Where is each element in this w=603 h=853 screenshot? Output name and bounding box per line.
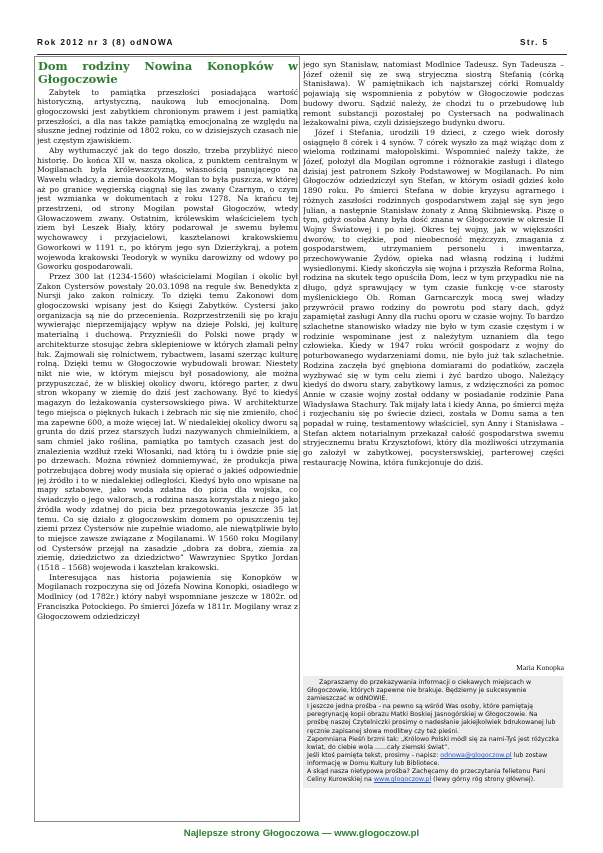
page-footer: Najlepsze strony Głogoczowa — www.glogoczow.pl [183, 828, 420, 839]
article-left-column [37, 60, 298, 817]
article-paragraph: jego syn Stanisław, natomiast Modlnice Tadeusz. Syn Tadeusza – Józef ożenił się ze swą stryjeczna siostrą Stefanią (córką Stanisława). W pamiętnikach ich najstarszej córki Romualdy pojawiają się wspomnienia z pobytów w Głogoczowie podczas budowy dworu. Sądzić należy, że chodzi tu o przebudowę lub remont substancji pozostałej po Cystersach na podwalinach leżakowalni piwa, czyli dzisiejszego budynku dworu. [303, 60, 564, 128]
article-paragraph: Interesująca nas historia pojawienia się Konopków w Mogilanach rozpoczyna się od Józefa Nowina Konopki, osiadłego w Modlnicy (od 1782r.) który nabył wspomniane jeszcze w 1802r. od Franciszka Potockiego. Po śmierci Józefa w 1811r. Mogilany wraz z Głogoczowem odziedziczył [37, 572, 298, 621]
info-box [303, 676, 563, 788]
article-paragraph: Józef i Stefania, urodzili 19 dzieci, z czego wiek dorosły osiągnęło 8 córek i 4 synów. 7 córek wyszło za mąż wiążąc dom z wieloma rodzinami małopolskimi. Wspomnieć należy także, że Józef, położył dla Mogilan ogromne i różnorakie zasługi i dlatego dzisiaj jest patronem Szkoły Podstawowej w Mogilanach. Po nim Głogoczów odziedziczył syn Stefan, w którym osiadł gdzieś koło 1890 roku. Po śmierci Stefana w dobie kryzysu agrarnego i różnych zaszłości rodzinnych gospodarstwem zajął się syn jego Julian, a następnie Stanisław żonaty z Anną Skibniewską. Piszę o tym, gdyż osoba Anny była dość znana w Głogoczowie w okresie II Wojny Światowej i po niej. Okres tej wojny, jak w większości dworów, to ciężkie, pod nieobecność mężczyzn, zmagania z gospodarstwem, utrzymaniem personelu i inwentarza, przechowywanie Żydów, opieka nad własną rodziną i ludźmi wysiedlonymi. Kiedy skończyła się wojna i przyszła Reforma Rolna, rodzina na skutek tego opuściła Dom, lecz w tym przypadku nie na długo, gdyż sprawujący w tym czasie funkcję v-ce starosty myślenickiego Ob. Roman Garncarczyk mocą swej władzy przywrócił prawo rodziny do powrotu pod stary dach, gdyż zapamiętał zasługi Anny dla ruchu oporu w czasie wojny. To bardzo szlachetne stanowisko władzy nie było w tym czasie częstym i w rodzinie wspominane jest z należytym uznaniem dla tego człowieka. Kiedy w 1947 roku wrócił gospodarz z wojny do poturbowanego wydarzeniami domu, nie było już tak szlachetnie. Rodzina zaczęła być gnębiona domiarami do podatków, zaczęła wyzbywać się w tym celu ziemi i żyć bardzo ubogo. Należący kiedyś do dworu stary, zabytkowy lamus, z wdzięczności za pomoc Annie w czasie wojny został oddany w posiadanie rodzinie Pana Władysława Stachury. Tak mijały lata i kiedy Anna, po śmierci męża i rozjechaniu się po świecie dzieci, została w Domu sama a ten popadał w ruinę, testamentowy właściciel, syn Anny i Stanisława – Stefan aktem notarialnym przekazał całość gospodarstwa swemu stryjecznemu bratu Krzysztofowi, który dla możliwości utrzymania go założył w zabytkowej, pocysterswskiej, parterowej części restaurację Nowina, która funkcjonuje do dziś. [303, 127, 564, 467]
info-text: Jeśli ktoś pamięta tekst, prosimy - napisz: [307, 751, 441, 759]
article-title: Dom rodziny Nowina Konopków w Głogoczowie [38, 60, 298, 86]
info-text: A skąd nasza nietypowa prośba? Zachęcamy do przeczytania felietonu Pani Celiny Kurowskiej na [307, 768, 546, 784]
header-divider [37, 54, 567, 55]
article-paragraph: Przez 300 lat (1234-1560) właścicielami Mogilan i okolic był Zakon Cystersów powstały 20.03.1098 na regule św. Benedykta z Nursji jako zakon rolniczy. To dzięki temu Zakonowi dom głogoczowski wpisany jest do Księgi Zabytków. Cystersi jako organizacja są nie do przecenienia. Rozprzestrzenili się po kraju wywierając nieprzemijający wpływ na dzieje Polski, jej kulturę materialną i duchową. Przyznieśli do Polski nowe prądy w architekturze stosując żebra sklepieniowe w których złamali pełny łuk. Zajmowali się rolnictwem, rybactwem, lasami szerząc kulturę rolną. Dzięki temu w Głogoczowie wybudowali browar. Niestety nikt nie wie, w którym miejscu był posadowiony, ale można przypuszczać, że w bliskiej okolicy dworu, którego parter, z dwu stron wkopany w ziemię do dziś jest zachowany. Być to kiedyś magazyn do leżakowania cystersowskiego piwa. W architekturze tego miejsca o pięknych łukach i żebrach nic się nie zmieniło, choć ma zapewne 600, a może więcej lat. W niedalekiej okolicy dworu są grunta do dziś przez starszych ludzi nazywanych chmielnikiem, a sam chmiel jako roślina, pamiątka po tamtych czasach jest do znalezienia wzdłuż rzeki Włosanki, nad którą tu i ówdzie pnie się po drzewach. Można również domniemywać, że produkcja piwa potrzebująca dobrej wody musiała się opierać o jakieś odpowiednie jej źródło i to w niedalekiej odległości. Kiedyś było ono wpisane na mapy sztabowe, jako woda zdatna do picia dla wojska, co świadczyło o jego walorach, a rodzina nasza korzystała z niego jako źródła wody zdatnej do picia bez przegotowania jeszcze 35 lat temu. Co się działo z głogoczowskim domem po opuszczeniu tej ziemi przez Cystersów nie zupełnie wiadomo, ale niewątpliwie było to miejsce zawsze związane z Mogilanami. W 1560 roku Mogilany od Cystersów przejął na zasadzie „dobra za dobra, ziemia za ziemię, dziedzictwo za dziedzictwo” Wawrzyniec Spytko Jordan (1518 – 1568) wojewoda i kasztelan krakowski. [37, 271, 298, 573]
article-paragraph: Zabytek to pamiątka przeszłości posiadająca wartość historyczną, artystyczną, naukową lub emocjonalną. Dom głogoczowski jest zabytkiem chronionym prawem i jest pamiątką przeszłości, a dla nas także pamiątką emocjonalną ze względu na słuszne jednej rodzinie od 1802 roku, co w dzisiejszych czasach nie jest częstym zjawiskiem. [37, 87, 298, 146]
page-number: Str. 5 [520, 38, 549, 47]
info-text: (lewy górny róg strony głównej). [431, 776, 536, 784]
info-paragraph: I jeszcze jedna prośba - na pewno są wśród Was osoby, które pamiętają peregrynację kopii obrazu Matki Boskiej Jasnogórskiej w Głogoczowie. Na prośbę naszej Czytelniczki prosimy o nadesłanie jakiejkolwiek bdrukowanej lub ręcznie zapisanej słowa modlitwy czy też pieśni. [307, 703, 556, 735]
author-signature: Maria Konopka [516, 663, 564, 672]
info-paragraph: Zapomniana Pieśń brzmi tak: „Królowo Polski módl się za nami-Tyś jest różyczka kwiat, do ciebie wola ......cały ziemski świat”. [307, 735, 559, 751]
article-right-column [303, 60, 564, 660]
article-paragraph: Aby wytłumaczyć jak do tego doszło, trzeba przybliżyć nieco historię. Do końca XII w. naszа okolica, z punktem centralnym w Mogilanach była królewszczyzną, własnością panującego na Wawelu władcy, a ziemia dookoła Mogilan to była puszcza, w której aż po granice węgierską ciągnął się las zwany Czarnym, o czym jest wzmianka w dokumentach z roku 1278. Na krańcu tej przestrzeni, od strony Mogilan powstał Głogoczów, wtedy Głowaczowem zwany. Ostatnim, królewskim właścicielem tych ziem był Leszek Biały, który podarował je swemu byłemu wychowawcy i przyjacielowi, kasztelanowi krakowskiemu Goworkowi w 1191 r., po którym jego syn Dzierżykraj, a potem wojewoda krakowski Teodoryk w wyniku darowizny od wdowy po Goworku gospodarowali. [37, 145, 298, 272]
website-link[interactable]: www.glogoczow.pl [373, 776, 432, 784]
issue-header: Rok 2012 nr 3 (8) odNOWA [37, 38, 174, 47]
email-link[interactable]: odnowa@glogoczow.pl [440, 751, 512, 759]
info-paragraph [307, 752, 560, 768]
info-text: lub zostaw informację w Domu Kultury lub Bibliotece. [307, 751, 548, 767]
info-intro: Zapraszamy do przekazywania informacji o ciekawych miejscach w Głogoczowie, których zapewne nie brakuje. Będziemy je sukcesywnie zamieszczać w odNOWIE. [307, 679, 532, 703]
info-paragraph [307, 768, 560, 784]
